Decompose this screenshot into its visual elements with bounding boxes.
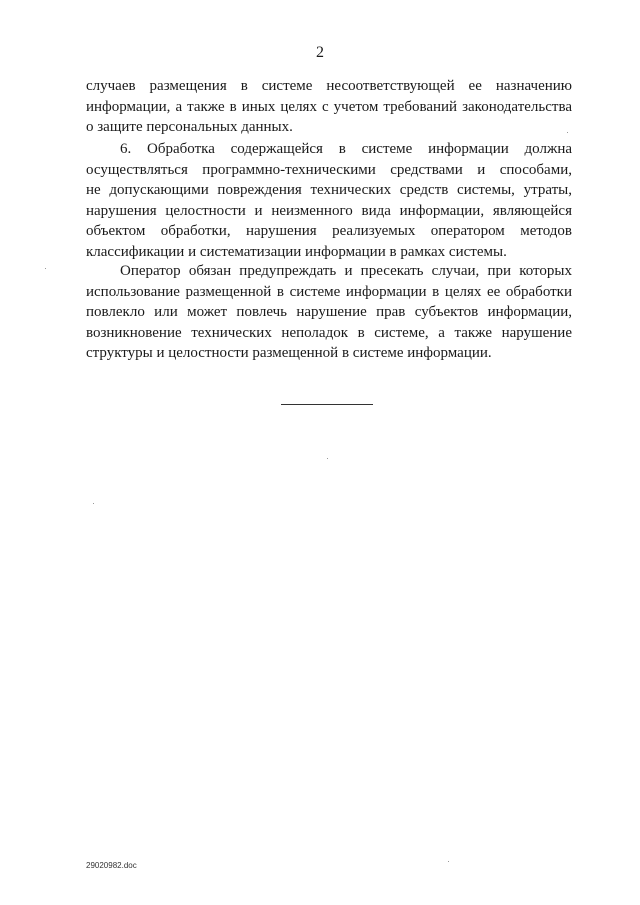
scan-speck <box>93 503 94 504</box>
paragraph-2-line-5: объектом обработки, нарушения реализуемых оператором методов <box>86 223 572 239</box>
paragraph-1-line-2: информации, а также в иных целях с учетом требований законодательства <box>86 98 572 115</box>
paragraph-2-line-4: нарушения целостности и неизменного вида информации, являющейся <box>86 202 572 219</box>
paragraph-1-line-3: о защите персональных данных. <box>86 119 293 135</box>
paragraph-2-line-1: 6. Обработка содержащейся в системе информации должна <box>120 141 572 157</box>
paragraph-3-line-3: повлекло или может повлечь нарушение прав субъектов информации, <box>86 304 572 320</box>
paragraph-2-line-6: классификации и систематизации информации в рамках системы. <box>86 243 507 260</box>
paragraph-3-line-4: возникновение технических неполадок в системе, а также нарушение <box>86 324 572 341</box>
paragraph-2-line-2: осуществляться программно-техническими средствами и способами, <box>86 161 572 178</box>
paragraph-2 <box>86 139 572 262</box>
scan-speck <box>567 132 568 133</box>
paragraph-3-line-1: Оператор обязан предупреждать и пресекать случаи, при которых <box>120 263 572 279</box>
scan-speck <box>448 861 449 862</box>
paragraph-2-line-3: не допускающими повреждения технических средств системы, утраты, <box>86 182 572 198</box>
paragraph-1-line-1: случаев размещения в системе несоответствующей ее назначению <box>86 78 572 94</box>
scan-speck <box>45 268 46 269</box>
document-file-code: 29020982.doc <box>86 861 137 870</box>
scan-speck <box>327 458 328 459</box>
page-number: 2 <box>316 44 324 61</box>
paragraph-3-line-2: использование размещенной в системе информации в целях ее обработки <box>86 283 572 300</box>
end-separator-line <box>281 404 373 405</box>
paragraph-1 <box>86 76 572 138</box>
paragraph-3 <box>86 261 572 364</box>
paragraph-3-line-5: структуры и целостности размещенной в системе информации. <box>86 345 492 361</box>
